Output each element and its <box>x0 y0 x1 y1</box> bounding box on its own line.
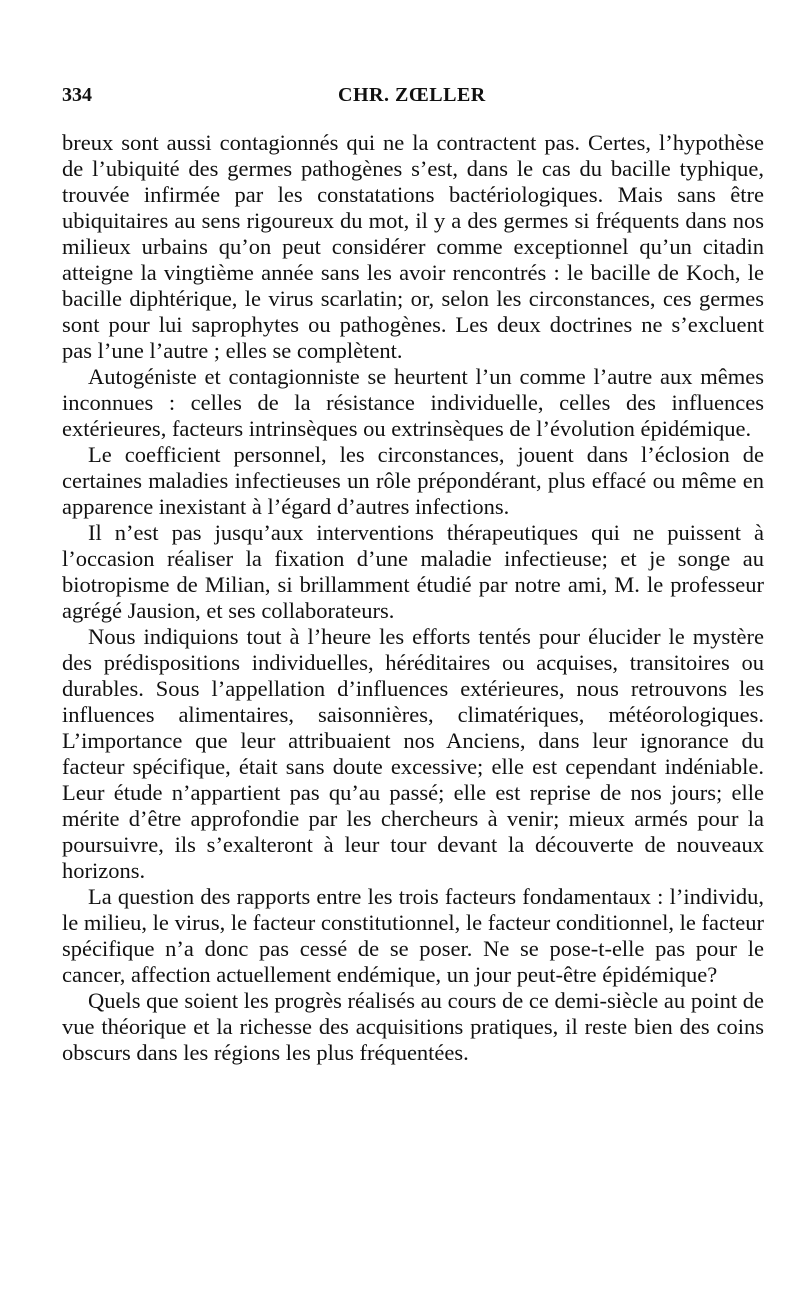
paragraph: Nous indiquions tout à l’heure les efforts tentés pour élucider le mystère des prédispositions individuelles, héréditaires ou acquises, transitoires ou durables. Sous l’appellation d’influences extérieures, nous retrouvons les influences alimentaires, saisonnières, climatériques, météorologiques. L’importance que leur attribuaient nos Anciens, dans leur ignorance du facteur spécifique, était sans doute excessive; elle est cependant indéniable. Leur étude n’appartient pas qu’au passé; elle est reprise de nos jours; elle mérite d’être approfondie par les chercheurs à venir; mieux armés pour la poursuivre, ils s’exalteront à leur tour devant la découverte de nouveaux horizons. <box>62 624 764 883</box>
page-number: 334 <box>62 84 92 106</box>
paragraph: Quels que soient les progrès réalisés au cours de ce demi-siècle au point de vue théorique et la richesse des acquisitions pratiques, il reste bien des coins obscurs dans les régions les plus fréquentées. <box>62 988 764 1065</box>
body-text <box>62 130 764 1066</box>
page-header <box>62 84 762 114</box>
running-head: CHR. ZŒLLER <box>338 84 486 106</box>
paragraph: Il n’est pas jusqu’aux interventions thérapeutiques qui ne puissent à l’occasion réaliser la fixation d’une maladie infectieuse; et je songe au biotropisme de Milian, si brillamment étudié par notre ami, M. le professeur agrégé Jausion, et ses collaborateurs. <box>62 520 764 623</box>
paragraph: Le coefficient personnel, les circonstances, jouent dans l’éclosion de certaines maladies infectieuses un rôle prépondérant, plus effacé ou même en apparence inexistant à l’égard d’autres infections. <box>62 442 764 519</box>
paragraph: Autogéniste et contagionniste se heurtent l’un comme l’autre aux mêmes inconnues : celles de la résistance individuelle, celles des influences extérieures, facteurs intrinsèques ou extrinsèques de l’évolution épidémique. <box>62 364 764 441</box>
paragraph: La question des rapports entre les trois facteurs fondamentaux : l’individu, le milieu, le virus, le facteur constitutionnel, le facteur conditionnel, le facteur spécifique n’a donc pas cessé de se poser. Ne se pose-t-elle pas pour le cancer, affection actuellement endémique, un jour peut-être épidémique? <box>62 884 764 987</box>
paragraph-continued: breux sont aussi contagionnés qui ne la contractent pas. Certes, l’hypothèse de l’ubiquité des germes pathogènes s’est, dans le cas du bacille typhique, trouvée infirmée par les constatations bactériologiques. Mais sans être ubiquitaires au sens rigoureux du mot, il y a des germes si fréquents dans nos milieux urbains qu’on peut considérer comme exceptionnel qu’un citadin atteigne la vingtième année sans les avoir rencontrés : le bacille de Koch, le bacille diphtérique, le virus scarlatin; or, selon les circonstances, ces germes sont pour lui saprophytes ou pathogènes. Les deux doctrines ne s’excluent pas l’une l’autre ; elles se complètent. <box>62 130 764 363</box>
